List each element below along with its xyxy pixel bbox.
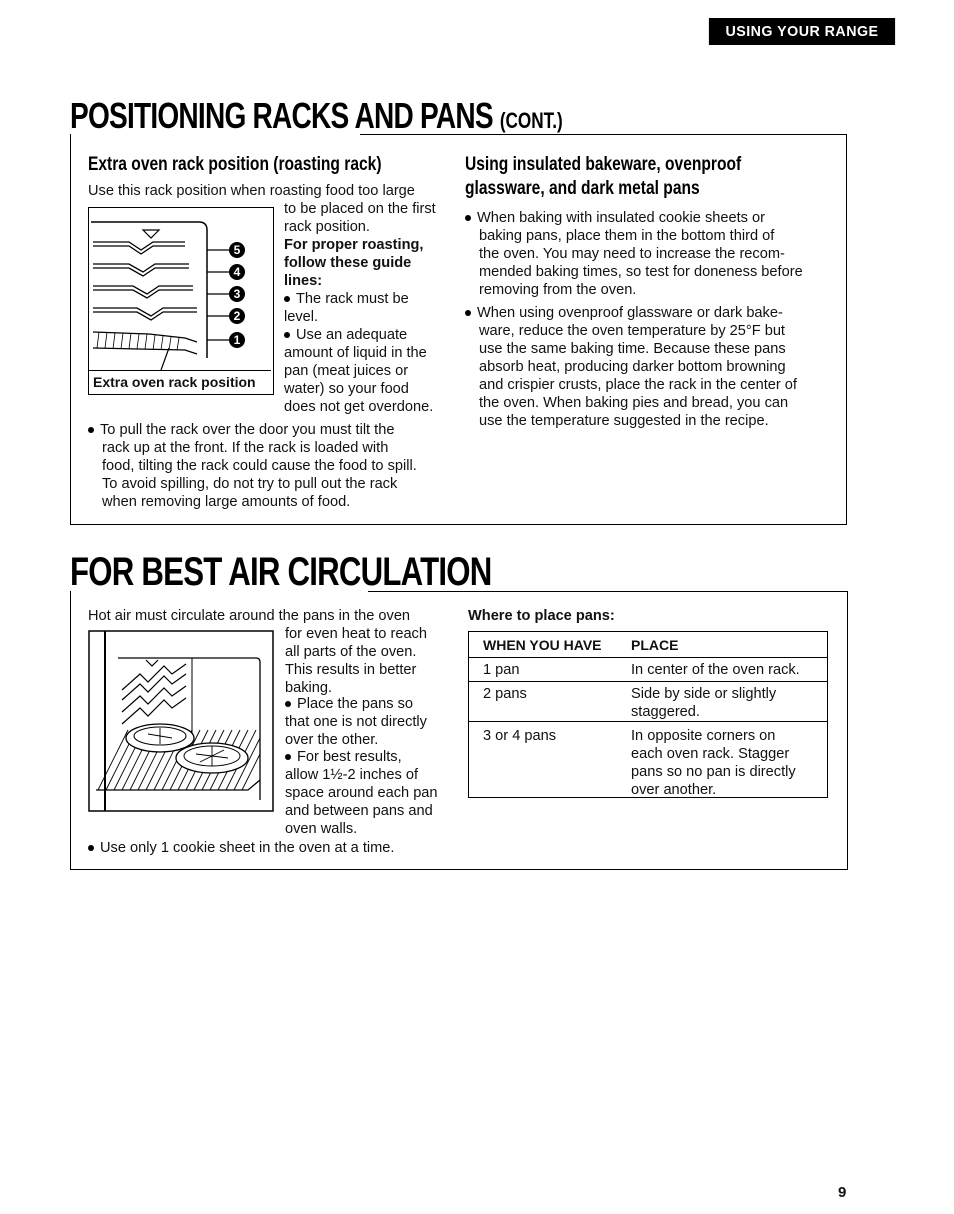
- bullet-icon: [465, 215, 471, 221]
- bullet-text: amount of liquid in the: [284, 345, 427, 361]
- bullet-line: [284, 326, 433, 344]
- bullet-text: the oven. You may need to increase the recom-: [479, 246, 785, 262]
- air-intro-line-1: Hot air must circulate around the pans in the oven: [88, 608, 411, 624]
- bullet-text: When using ovenproof glassware or dark bake-: [477, 305, 783, 321]
- text-line: This results in better: [285, 662, 417, 678]
- bullet-text: when removing large amounts of food.: [102, 494, 351, 510]
- bullet-icon: [284, 296, 290, 302]
- text-line: for even heat to reach: [285, 626, 427, 642]
- bullet-text: When baking with insulated cookie sheets or: [477, 210, 765, 226]
- bullet-text: level.: [284, 309, 319, 325]
- bullet-text: To pull the rack over the door you must tilt the: [100, 422, 395, 438]
- divider: [360, 134, 847, 135]
- rack-number-3-icon: 3: [229, 286, 245, 302]
- oven-pans-figure: [88, 630, 276, 814]
- bullet-icon: [465, 310, 471, 316]
- section-title-air-circulation: FOR BEST AIR CIRCULATION: [70, 550, 492, 594]
- bullet-text: the oven. When baking pies and bread, you can: [479, 395, 789, 411]
- bullet-text: Place the pans so: [297, 696, 414, 712]
- rack-position-figure: [88, 207, 274, 395]
- bullet-text: and between pans and: [285, 803, 433, 819]
- cell-line: In opposite corners on: [631, 728, 776, 744]
- page-number: 9: [838, 1184, 847, 1201]
- table-cell-have: 3 or 4 pans: [483, 728, 557, 744]
- oven-rack-illustration: [89, 208, 273, 370]
- rack-number-5-icon: 5: [229, 242, 245, 258]
- figure-caption: Extra oven rack position: [89, 370, 271, 392]
- bullet-text: pan (meat juices or: [284, 363, 409, 379]
- bullet-line: [465, 304, 797, 322]
- intro-line-2: to be placed on the first: [284, 201, 436, 217]
- rack-number-2-icon: 2: [229, 308, 245, 324]
- subheading-extra-rack: Extra oven rack position (roasting rack): [88, 154, 382, 175]
- glassware-bullet: [465, 304, 797, 430]
- cookie-sheet-bullet: [88, 839, 394, 857]
- bullet-text: use the same baking time. Because these pans: [479, 341, 786, 357]
- guide-heading: [284, 236, 423, 290]
- bullet-text: Use an adequate: [296, 327, 408, 343]
- guide-heading-line: For proper roasting,: [284, 237, 424, 253]
- table-cell-place: [631, 685, 776, 721]
- air-intro-rest: [285, 625, 427, 697]
- bullet-text: oven walls.: [285, 821, 358, 837]
- bullet-icon: [88, 427, 94, 433]
- bullet-text: space around each pan: [285, 785, 438, 801]
- insulated-bullet: [465, 209, 803, 299]
- bullet-line: [88, 421, 417, 439]
- intro-line-3: rack position.: [284, 219, 370, 235]
- cell-line: each oven rack. Stagger: [631, 746, 790, 762]
- section-title-suffix: (CONT.): [499, 108, 563, 133]
- guide-bullet-liquid: [284, 326, 433, 416]
- intro-line-1: Use this rack position when roasting food too large: [88, 183, 415, 199]
- bullet-text: over the other.: [285, 732, 379, 748]
- where-to-place-heading: Where to place pans:: [468, 608, 615, 624]
- bullet-text: ware, reduce the oven temperature by 25°F but: [479, 323, 785, 339]
- bullet-text: The rack must be: [296, 291, 409, 307]
- bullet-line: [465, 209, 803, 227]
- bullet-icon: [88, 845, 94, 851]
- cell-line: pans so no pan is directly: [631, 764, 796, 780]
- table-cell-have: 2 pans: [483, 686, 527, 702]
- oven-pans-illustration: [88, 630, 276, 814]
- table-cell-have: 1 pan: [483, 662, 520, 678]
- bullet-text: use the temperature suggested in the recipe.: [479, 413, 769, 429]
- rack-number-1-icon: 1: [229, 332, 245, 348]
- bullet-text: mended baking times, so test for doneness before: [479, 264, 803, 280]
- place-pans-bullet: [285, 695, 427, 749]
- guide-heading-line: lines:: [284, 273, 323, 289]
- bullet-text: does not get overdone.: [284, 399, 434, 415]
- section-title-positioning: [70, 95, 563, 137]
- bullet-text: To avoid spilling, do not try to pull out the rack: [102, 476, 398, 492]
- table-cell-place: In center of the oven rack.: [631, 662, 800, 678]
- cell-line: Side by side or slightly: [631, 686, 777, 702]
- cell-line: staggered.: [631, 704, 700, 720]
- table-cell-place: [631, 727, 796, 799]
- heading-line: glassware, and dark metal pans: [465, 178, 700, 199]
- tilt-rack-bullet: [88, 421, 417, 511]
- bullet-icon: [284, 332, 290, 338]
- bullet-line: [285, 748, 438, 766]
- text-line: all parts of the oven.: [285, 644, 417, 660]
- table-header-have: WHEN YOU HAVE: [483, 637, 602, 653]
- guide-bullet-level: [284, 290, 409, 326]
- subheading-insulated-bakeware: [465, 153, 741, 201]
- bullet-text: baking pans, place them in the bottom third of: [479, 228, 775, 244]
- text-line: baking.: [285, 680, 333, 696]
- pan-placement-table: [468, 631, 828, 798]
- bullet-icon: [285, 701, 291, 707]
- bullet-text: water) so your food: [284, 381, 409, 397]
- section-title-text: POSITIONING RACKS AND PANS: [70, 95, 493, 136]
- best-results-bullet: [285, 748, 438, 838]
- bullet-text: allow 1½-2 inches of: [285, 767, 419, 783]
- bullet-line: [285, 695, 427, 713]
- bullet-text: For best results,: [297, 749, 402, 765]
- rack-number-4-icon: 4: [229, 264, 245, 280]
- bullet-text: absorb heat, producing darker bottom browning: [479, 359, 786, 375]
- divider: [368, 591, 848, 592]
- section-tab: USING YOUR RANGE: [709, 18, 895, 45]
- bullet-text: removing from the oven.: [479, 282, 637, 298]
- heading-line: Using insulated bakeware, ovenproof: [465, 154, 742, 175]
- guide-heading-line: follow these guide: [284, 255, 412, 271]
- bullet-icon: [285, 754, 291, 760]
- bullet-text: Use only 1 cookie sheet in the oven at a time.: [100, 840, 395, 856]
- bullet-line: [284, 290, 409, 308]
- bullet-text: rack up at the front. If the rack is loaded with: [102, 440, 389, 456]
- table-row: [469, 682, 827, 722]
- table-header-place: PLACE: [631, 637, 679, 653]
- table-row: [469, 722, 827, 796]
- table-header-row: [469, 632, 827, 658]
- cell-line: over another.: [631, 782, 717, 798]
- bullet-text: food, tilting the rack could cause the food to spill.: [102, 458, 417, 474]
- bullet-text: and crispier crusts, place the rack in the center of: [479, 377, 797, 393]
- table-row: [469, 658, 827, 682]
- bullet-text: that one is not directly: [285, 714, 427, 730]
